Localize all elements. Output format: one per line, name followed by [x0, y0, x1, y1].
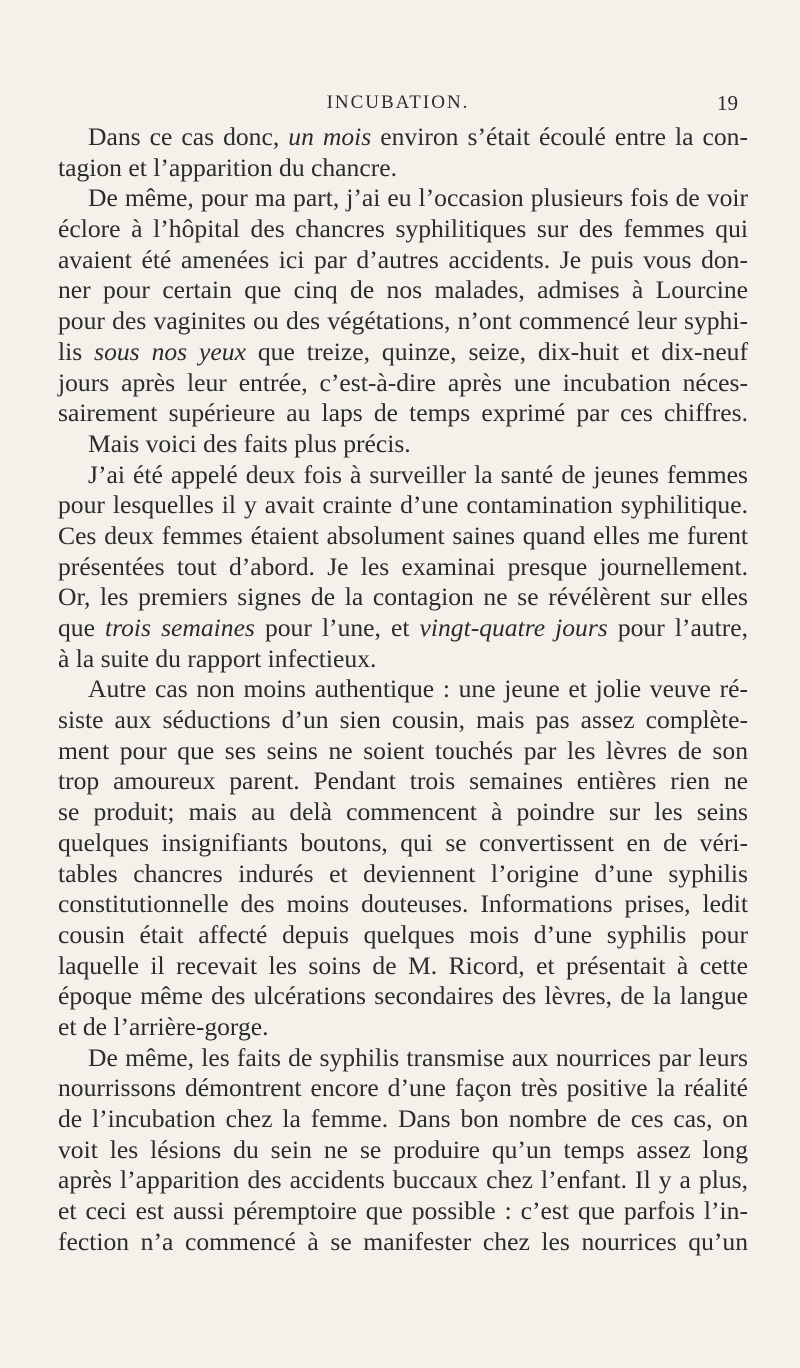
- text-line: [58, 889, 748, 920]
- text-line: [58, 183, 748, 214]
- text-run: Autre cas non moins authentique : une jeune et jolie veuve ré-: [88, 674, 748, 704]
- text-run: sairement supérieure au laps de temps exprimé par ces chiffres.: [58, 398, 748, 428]
- text-line: [58, 1135, 748, 1166]
- text-line: [58, 674, 748, 705]
- text-line: [58, 736, 748, 767]
- italic-phrase: un mois: [288, 122, 372, 151]
- text-run: De même, les faits de syphilis transmise aux nourrices par leurs: [88, 1042, 748, 1072]
- text-run: tables chancres indurés et deviennent l’origine d’une syphilis: [58, 858, 748, 888]
- text-run: pour l’autre,: [607, 613, 748, 642]
- italic-phrase: sous nos yeux: [94, 336, 246, 366]
- text-run: à la suite du rapport infectieux.: [58, 643, 377, 673]
- text-line: [58, 275, 748, 306]
- text-run: cousin était affecté depuis quelques mois d’une syphilis pour: [58, 919, 748, 949]
- text-run: trop amoureux parent. Pendant trois semaines entières rien ne: [58, 766, 748, 796]
- text-run: tagion et l’apparition du chancre.: [58, 152, 397, 182]
- text-run: ner pour certain que cinq de nos malades, admises à Lourcine: [58, 275, 748, 305]
- text-run: environ s’était écoulé entre la con-: [371, 122, 749, 151]
- text-run: présentées tout d’abord. Je les examinai presque journellement.: [58, 551, 748, 581]
- text-line: [58, 306, 748, 337]
- text-line: [58, 1227, 748, 1258]
- text-run: Or, les premiers signes de la contagion ne se révélèrent sur elles: [58, 582, 748, 612]
- text-run: pour l’une, et: [254, 613, 420, 642]
- text-run: époque même des ulcérations secondaires des lèvres, de la langue: [58, 981, 748, 1011]
- text-line: [58, 1165, 748, 1196]
- text-run: nourrissons démontrent encore d’une façon très positive la réalité: [58, 1073, 748, 1103]
- text-run: J’ai été appelé deux fois à surveiller la santé de jeunes femmes: [88, 459, 748, 489]
- text-line: [58, 490, 748, 521]
- text-line: [58, 1043, 748, 1074]
- text-run: siste aux séductions d’un sien cousin, mais pas assez complète-: [58, 705, 748, 735]
- body-text: [58, 122, 748, 1257]
- text-line: [58, 337, 748, 368]
- text-run: voit les lésions du sein ne se produire qu’un temps assez long: [58, 1134, 748, 1164]
- text-line: [58, 214, 748, 245]
- running-title: INCUBATION.: [326, 92, 470, 113]
- text-line: [58, 245, 748, 276]
- text-line: [58, 828, 748, 859]
- text-run: que: [58, 613, 106, 642]
- text-run: pour des vaginites ou des végétations, n’ont commencé leur syphi-: [58, 306, 748, 336]
- text-run: et ceci est aussi péremptoire que possible : c’est que parfois l’in-: [58, 1196, 748, 1226]
- text-line: [58, 951, 748, 982]
- text-run: fection n’a commencé à se manifester chez les nourrices qu’un: [58, 1226, 748, 1256]
- text-run: quelques insignifiants boutons, qui se convertissent en de véri-: [58, 827, 748, 857]
- text-line: [58, 797, 748, 828]
- text-line: [58, 1196, 748, 1227]
- page-header: [58, 92, 738, 122]
- text-line: [58, 521, 748, 552]
- text-line: [58, 429, 748, 460]
- text-run: et de l’arrière-gorge.: [58, 1011, 269, 1041]
- italic-phrase: trois semaines: [105, 613, 255, 642]
- text-line: [58, 613, 748, 644]
- text-run: après l’apparition des accidents buccaux chez l’enfant. Il y a plus,: [58, 1165, 748, 1195]
- text-line: [58, 1012, 748, 1043]
- text-run: éclore à l’hôpital des chancres syphilitiques sur des femmes qui: [58, 214, 748, 244]
- text-line: [58, 920, 748, 951]
- text-run: que treize, quinze, seize, dix-huit et dix-neuf: [245, 336, 748, 366]
- text-run: jours après leur entrée, c’est-à-dire après une incubation néces-: [58, 367, 748, 397]
- text-run: Dans ce cas donc,: [88, 122, 289, 151]
- text-line: [58, 705, 748, 736]
- text-run: ment pour que ses seins ne soient touchés par les lèvres de son: [58, 735, 748, 765]
- text-run: De même, pour ma part, j’ai eu l’occasion plusieurs fois de voir: [88, 183, 748, 213]
- text-line: [58, 644, 748, 675]
- text-run: Ces deux femmes étaient absolument saines quand elles me furent: [58, 520, 748, 550]
- text-line: [58, 766, 748, 797]
- text-run: lis: [58, 336, 95, 366]
- text-run: avaient été amenées ici par d’autres accidents. Je puis vous don-: [58, 244, 748, 274]
- text-line: [58, 122, 748, 153]
- text-run: pour lesquelles il y avait crainte d’une contamination syphilitique.: [58, 490, 748, 520]
- text-line: [58, 368, 748, 399]
- text-run: laquelle il recevait les soins de M. Ricord, et présentait à cette: [58, 950, 748, 980]
- text-line: [58, 398, 748, 429]
- text-line: [58, 582, 748, 613]
- text-line: [58, 153, 748, 184]
- text-line: [58, 981, 748, 1012]
- text-line: [58, 1073, 748, 1104]
- text-run: de l’incubation chez la femme. Dans bon nombre de ces cas, on: [58, 1104, 748, 1133]
- page-number: 19: [717, 91, 738, 115]
- italic-phrase: vingt-quatre jours: [419, 613, 608, 642]
- text-line: [58, 552, 748, 583]
- text-run: Mais voici des faits plus précis.: [88, 428, 411, 458]
- text-run: se produit; mais au delà commencent à poindre sur les seins: [58, 797, 748, 827]
- text-line: [58, 1104, 748, 1135]
- text-line: [58, 460, 748, 491]
- text-line: [58, 859, 748, 890]
- text-run: constitutionnelle des moins douteuses. Informations prises, ledit: [58, 889, 748, 919]
